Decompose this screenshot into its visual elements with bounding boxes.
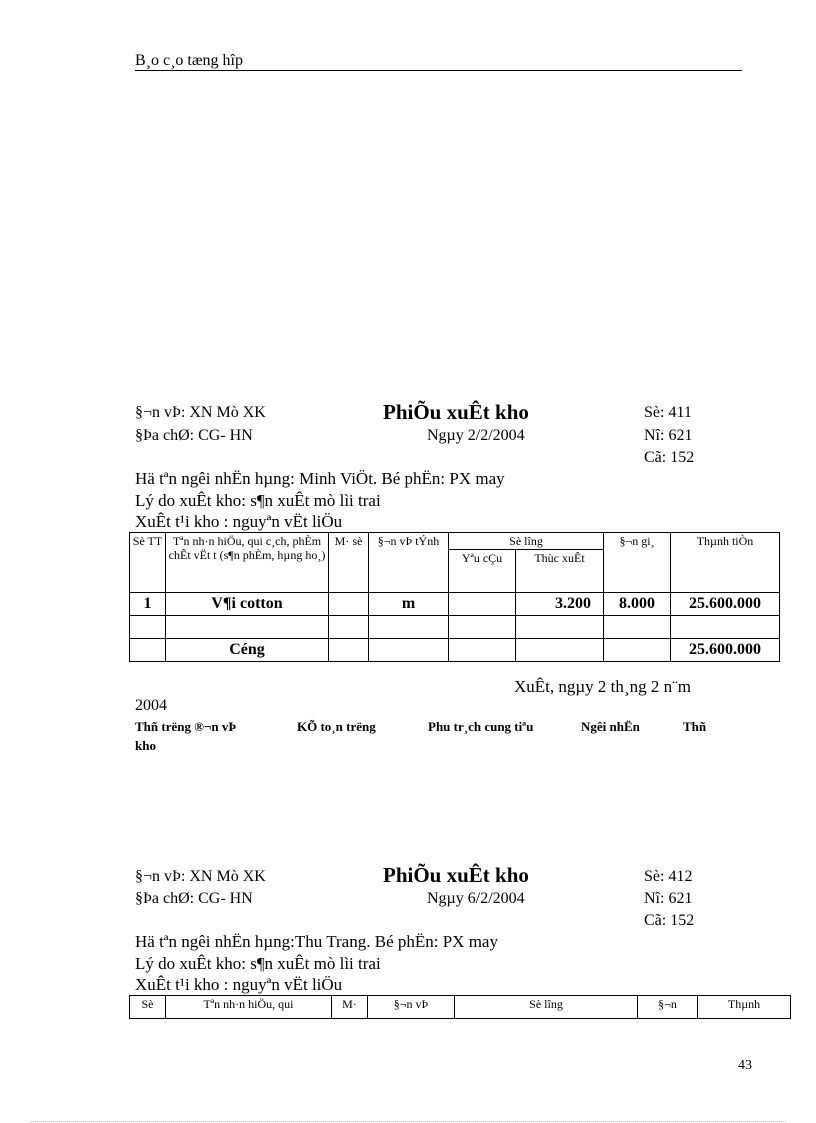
col-unit-header: §¬n vÞ tÝnh [369,533,449,593]
slip2-number: Sè: 412 [644,868,693,885]
row-code [329,593,369,616]
report-header: B¸o c¸o tæng hîp [135,52,243,69]
col-price-header: §¬n gi¸ [604,533,671,593]
slip2-unit: §¬n vÞ: XN Mò XK [135,868,266,885]
col-code-header: M· sè [329,533,369,593]
slip2-col-unit: §¬n vÞ [368,996,455,1019]
total-amount: 25.600.000 [671,639,780,662]
row-amount: 25.600.000 [671,593,780,616]
slip1-date: Ngµy 2/2/2004 [427,427,525,444]
slip2-col-amount: Thµnh [698,996,791,1019]
table-row [130,593,780,616]
slip2-address: §Þa chØ: CG- HN [135,890,253,907]
table-row-blank [130,616,780,639]
slip1-year: 2004 [135,697,167,714]
signature-supply-manager: Phu tr¸ch cung tiªu [428,719,534,734]
col-requested-header: Yªu cÇu [449,550,516,593]
col-amount-header: Thµnh tiÒn [671,533,780,593]
slip2-reason: Lý do xuÊt kho: s¶n xuÊt mò lìi trai [135,954,381,973]
slip2-col-price: §¬n [638,996,698,1019]
page-number: 43 [738,1058,752,1073]
slip1-warehouse: XuÊt t¹i kho : nguyªn vËt liÖu [135,512,343,531]
slip2-warehouse: XuÊt t¹i kho : nguyªn vËt liÖu [135,975,343,994]
slip2-receiver: Hä tªn ngêi nhËn hµng:Thu Trang. Bé phËn: PX may [135,932,498,951]
row-requested [449,593,516,616]
slip2-col-code: M· [332,996,368,1019]
slip2-debit: Nî: 621 [644,890,693,907]
col-stt-header: Sè TT [130,533,166,593]
row-stt: 1 [130,593,166,616]
col-name-header: Tªn nh·n hiÖu, qui c¸ch, phÈm chÊt vËt t (s¶n phÈm, hµng ho¸) [166,533,329,593]
slip2-title: PhiÕu xuÊt kho [383,863,529,887]
slip1-unit: §¬n vÞ: XN Mò XK [135,404,266,421]
slip1-credit: Cã: 152 [644,449,695,466]
slip2-credit: Cã: 152 [644,912,695,929]
slip2-col-stt: Sè [130,996,166,1019]
slip1-number: Sè: 411 [644,404,692,421]
slip1-table [129,532,780,662]
slip1-debit: Nî: 621 [644,427,693,444]
signature-receiver: Ngêi nhËn [581,719,640,734]
slip2-col-quantity: Sè lîng [455,996,638,1019]
row-name: V¶i cotton [166,593,329,616]
slip2-date: Ngµy 6/2/2004 [427,890,525,907]
slip1-address: §Þa chØ: CG- HN [135,427,253,444]
slip1-receiver: Hä tªn ngêi nhËn hµng: Minh ViÖt. Bé phËn: PX may [135,469,505,488]
slip1-date-line: XuÊt, ngµy 2 th¸ng 2 n¨m [514,677,691,696]
col-quantity-header: Sè lîng [449,533,604,550]
slip1-title: PhiÕu xuÊt kho [383,400,529,424]
total-label: Céng [166,639,329,662]
page-bottom-dotted-line [30,1121,786,1122]
row-price: 8.000 [604,593,671,616]
signature-storekeeper-tail: kho [135,738,156,753]
row-actual: 3.200 [516,593,604,616]
row-unit: m [369,593,449,616]
slip2-table [129,995,791,1019]
header-rule [135,70,742,71]
table-total-row [130,639,780,662]
signature-chief-accountant: KÕ to¸n trëng [297,719,376,734]
col-actual-header: Thùc xuÊt [516,550,604,593]
signature-storekeeper: Thñ [683,719,707,734]
signature-director: Thñ trëng ®¬n vÞ [135,719,237,734]
slip2-col-name: Tªn nh·n hiÖu, qui [166,996,332,1019]
slip1-reason: Lý do xuÊt kho: s¶n xuÊt mò lìi trai [135,491,381,510]
